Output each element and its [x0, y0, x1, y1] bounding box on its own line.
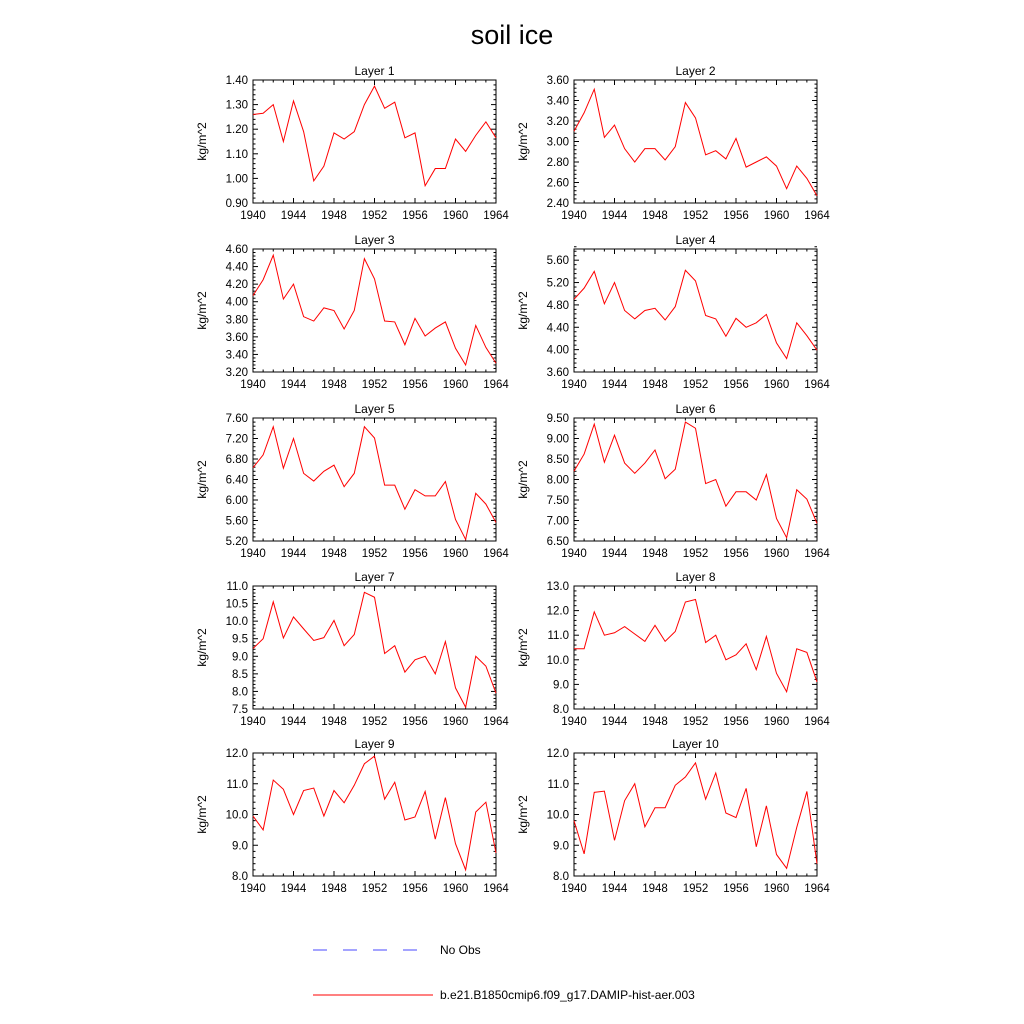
plot-frame-layer-1 [253, 80, 496, 203]
panel-layer-5 [195, 402, 509, 560]
legend-label-no-obs: No Obs [440, 943, 481, 957]
y-tick-label: 4.80 [546, 299, 569, 312]
y-tick-label: 4.40 [546, 322, 569, 335]
y-tick-label: 4.20 [225, 279, 248, 292]
x-tick-label: 1948 [642, 883, 668, 895]
y-tick-label: 7.50 [546, 495, 569, 507]
y-tick-label: 8.00 [546, 474, 569, 487]
x-tick-label: 1956 [402, 210, 428, 222]
y-tick-label: 2.80 [546, 157, 569, 169]
y-tick-label: 9.50 [546, 413, 569, 425]
series-line-layer-10 [574, 763, 817, 868]
panel-title-layer-3: Layer 3 [354, 233, 395, 247]
series-line-layer-7 [253, 592, 496, 707]
panel-layer-10 [516, 737, 830, 895]
x-tick-label: 1952 [361, 548, 388, 560]
panel-layer-2 [516, 64, 830, 222]
y-tick-label: 4.00 [225, 296, 248, 309]
plot-frame-layer-6 [574, 418, 817, 541]
plot-frame-layer-5 [253, 418, 496, 541]
y-tick-label: 9.5 [232, 633, 248, 646]
x-tick-label: 1964 [483, 548, 509, 560]
y-tick-label: 0.90 [225, 198, 248, 210]
x-tick-label: 1944 [601, 716, 628, 728]
x-tick-label: 1940 [240, 883, 266, 895]
panel-title-layer-4: Layer 4 [675, 233, 716, 247]
x-tick-label: 1952 [361, 210, 388, 222]
panel-layer-6 [516, 402, 830, 560]
y-tick-label: 6.80 [225, 454, 248, 466]
y-tick-label: 3.60 [546, 75, 569, 87]
y-tick-label: 1.10 [225, 148, 248, 161]
y-tick-label: 11.0 [547, 630, 569, 643]
y-tick-label: 10.0 [225, 616, 248, 629]
y-tick-label: 1.00 [225, 173, 248, 186]
x-tick-label: 1960 [442, 883, 469, 895]
y-axis-label-layer-4: kg/m^2 [516, 291, 530, 330]
y-tick-label: 3.20 [546, 116, 569, 128]
y-tick-label: 7.20 [225, 433, 248, 446]
x-tick-label: 1948 [642, 379, 668, 391]
x-tick-label: 1964 [483, 379, 509, 391]
x-tick-label: 1956 [402, 379, 428, 391]
x-tick-label: 1956 [723, 548, 749, 560]
panel-title-layer-1: Layer 1 [354, 64, 395, 78]
y-tick-label: 3.60 [225, 331, 248, 344]
y-tick-label: 8.0 [553, 871, 569, 883]
x-tick-label: 1964 [804, 716, 830, 728]
x-tick-label: 1944 [280, 379, 307, 391]
panel-layer-9 [195, 737, 509, 895]
y-axis-label-layer-7: kg/m^2 [195, 628, 209, 667]
panel-layer-3 [195, 233, 509, 391]
x-tick-label: 1960 [442, 716, 469, 728]
y-axis-label-layer-2: kg/m^2 [516, 122, 530, 161]
y-tick-label: 7.00 [546, 515, 569, 528]
y-tick-label: 11.0 [547, 778, 569, 791]
x-tick-label: 1960 [763, 379, 790, 391]
y-tick-label: 3.40 [225, 349, 248, 362]
x-tick-label: 1952 [361, 716, 388, 728]
x-tick-label: 1944 [280, 210, 307, 222]
series-line-layer-5 [253, 427, 496, 540]
panel-title-layer-7: Layer 7 [354, 570, 395, 584]
x-tick-label: 1952 [361, 379, 388, 391]
x-tick-label: 1952 [682, 548, 709, 560]
legend [313, 943, 695, 1002]
y-axis-label-layer-3: kg/m^2 [195, 291, 209, 330]
x-tick-label: 1948 [321, 548, 347, 560]
legend-label-model: b.e21.B1850cmip6.f09_g17.DAMIP-hist-aer.003 [440, 988, 695, 1002]
x-tick-label: 1944 [280, 883, 307, 895]
x-tick-label: 1952 [361, 883, 388, 895]
x-tick-label: 1944 [601, 379, 628, 391]
x-tick-label: 1956 [723, 379, 749, 391]
y-tick-label: 8.0 [553, 704, 569, 716]
panel-title-layer-5: Layer 5 [354, 402, 395, 416]
series-line-layer-8 [574, 600, 817, 692]
y-tick-label: 5.60 [546, 255, 569, 268]
series-line-layer-9 [253, 756, 496, 870]
x-tick-label: 1964 [804, 379, 830, 391]
y-tick-label: 11.0 [226, 778, 248, 791]
y-tick-label: 10.0 [225, 809, 248, 822]
y-tick-label: 6.40 [225, 474, 248, 487]
y-tick-label: 7.5 [232, 704, 248, 716]
panel-title-layer-9: Layer 9 [354, 737, 395, 751]
plot-frame-layer-2 [574, 80, 817, 203]
y-tick-label: 13.0 [546, 581, 569, 593]
x-tick-label: 1960 [442, 379, 469, 391]
plot-frame-layer-4 [574, 249, 817, 372]
panel-title-layer-10: Layer 10 [672, 737, 719, 751]
x-tick-label: 1948 [321, 883, 347, 895]
plot-frame-layer-7 [253, 586, 496, 709]
x-tick-label: 1944 [601, 548, 628, 560]
plot-frame-layer-3 [253, 249, 496, 372]
y-axis-label-layer-6: kg/m^2 [516, 460, 530, 499]
panel-layer-8 [516, 570, 830, 728]
y-tick-label: 7.60 [225, 413, 248, 425]
x-tick-label: 1960 [442, 548, 469, 560]
y-tick-label: 3.80 [225, 314, 248, 327]
y-tick-label: 2.40 [546, 198, 569, 210]
x-tick-label: 1960 [442, 210, 469, 222]
y-tick-label: 11.0 [226, 581, 248, 593]
x-tick-label: 1940 [561, 548, 587, 560]
series-line-layer-2 [574, 89, 817, 196]
x-tick-label: 1944 [280, 716, 307, 728]
x-tick-label: 1948 [642, 548, 668, 560]
y-tick-label: 3.40 [546, 95, 569, 108]
panel-title-layer-2: Layer 2 [675, 64, 716, 78]
y-tick-label: 9.0 [553, 679, 569, 692]
y-tick-label: 4.40 [225, 261, 248, 274]
x-tick-label: 1952 [682, 210, 709, 222]
y-tick-label: 8.5 [232, 668, 248, 681]
y-axis-label-layer-9: kg/m^2 [195, 795, 209, 834]
y-tick-label: 9.00 [546, 433, 569, 446]
y-tick-label: 9.0 [232, 651, 248, 664]
x-tick-label: 1960 [763, 716, 790, 728]
y-tick-label: 10.0 [546, 809, 569, 822]
y-tick-label: 3.60 [546, 367, 569, 379]
y-tick-label: 5.60 [225, 515, 248, 528]
y-tick-label: 12.0 [546, 748, 569, 760]
y-tick-label: 5.20 [225, 536, 248, 548]
x-tick-label: 1956 [402, 548, 428, 560]
x-tick-label: 1952 [682, 883, 709, 895]
y-axis-label-layer-10: kg/m^2 [516, 795, 530, 834]
x-tick-label: 1956 [723, 883, 749, 895]
y-tick-label: 9.0 [232, 840, 248, 853]
x-tick-label: 1944 [280, 548, 307, 560]
x-tick-label: 1948 [321, 379, 347, 391]
series-line-layer-6 [574, 422, 817, 538]
y-tick-label: 8.0 [232, 686, 248, 699]
x-tick-label: 1964 [483, 210, 509, 222]
x-tick-label: 1940 [561, 883, 587, 895]
x-tick-label: 1964 [804, 210, 830, 222]
x-tick-label: 1960 [763, 210, 790, 222]
x-tick-label: 1940 [561, 210, 587, 222]
x-tick-label: 1964 [804, 548, 830, 560]
panel-layer-7 [195, 570, 509, 728]
x-tick-label: 1940 [240, 210, 266, 222]
series-line-layer-1 [253, 86, 496, 186]
y-tick-label: 5.20 [546, 277, 569, 290]
y-tick-label: 6.50 [546, 536, 569, 548]
y-tick-label: 3.00 [546, 136, 569, 149]
series-line-layer-3 [253, 255, 496, 365]
x-tick-label: 1940 [561, 716, 587, 728]
figure-title: soil ice [470, 20, 554, 50]
x-tick-label: 1956 [723, 210, 749, 222]
panel-layer-4 [516, 233, 830, 391]
x-tick-label: 1948 [321, 716, 347, 728]
x-tick-label: 1964 [804, 883, 830, 895]
y-axis-label-layer-1: kg/m^2 [195, 122, 209, 161]
y-tick-label: 12.0 [546, 605, 569, 618]
plot-frame-layer-8 [574, 586, 817, 709]
x-tick-label: 1944 [601, 883, 628, 895]
x-tick-label: 1940 [561, 379, 587, 391]
x-tick-label: 1940 [240, 379, 266, 391]
x-tick-label: 1956 [402, 883, 428, 895]
y-tick-label: 2.60 [546, 177, 569, 190]
y-tick-label: 1.40 [225, 75, 248, 87]
panels-grid [195, 64, 830, 895]
y-tick-label: 8.50 [546, 454, 569, 466]
y-tick-label: 8.0 [232, 871, 248, 883]
y-tick-label: 1.20 [225, 124, 248, 137]
x-tick-label: 1956 [402, 716, 428, 728]
y-axis-label-layer-5: kg/m^2 [195, 460, 209, 499]
y-tick-label: 9.0 [553, 840, 569, 853]
plot-frame-layer-9 [253, 753, 496, 876]
x-tick-label: 1952 [682, 716, 709, 728]
panel-layer-1 [195, 64, 509, 222]
y-tick-label: 6.00 [225, 495, 248, 507]
x-tick-label: 1940 [240, 548, 266, 560]
x-tick-label: 1940 [240, 716, 266, 728]
x-tick-label: 1944 [601, 210, 628, 222]
x-tick-label: 1952 [682, 379, 709, 391]
y-axis-label-layer-8: kg/m^2 [516, 628, 530, 667]
y-tick-label: 12.0 [225, 748, 248, 760]
x-tick-label: 1948 [642, 210, 668, 222]
series-line-layer-4 [574, 270, 817, 358]
y-tick-label: 10.0 [546, 654, 569, 667]
y-tick-label: 10.5 [225, 598, 248, 611]
x-tick-label: 1964 [483, 716, 509, 728]
x-tick-label: 1948 [321, 210, 347, 222]
x-tick-label: 1948 [642, 716, 668, 728]
plot-frame-layer-10 [574, 753, 817, 876]
y-tick-label: 4.60 [225, 244, 248, 256]
x-tick-label: 1960 [763, 883, 790, 895]
panel-title-layer-8: Layer 8 [675, 570, 716, 584]
x-tick-label: 1956 [723, 716, 749, 728]
x-tick-label: 1964 [483, 883, 509, 895]
panel-title-layer-6: Layer 6 [675, 402, 716, 416]
y-tick-label: 3.20 [225, 367, 248, 379]
y-tick-label: 1.30 [225, 99, 248, 112]
y-tick-label: 4.00 [546, 344, 569, 357]
x-tick-label: 1960 [763, 548, 790, 560]
